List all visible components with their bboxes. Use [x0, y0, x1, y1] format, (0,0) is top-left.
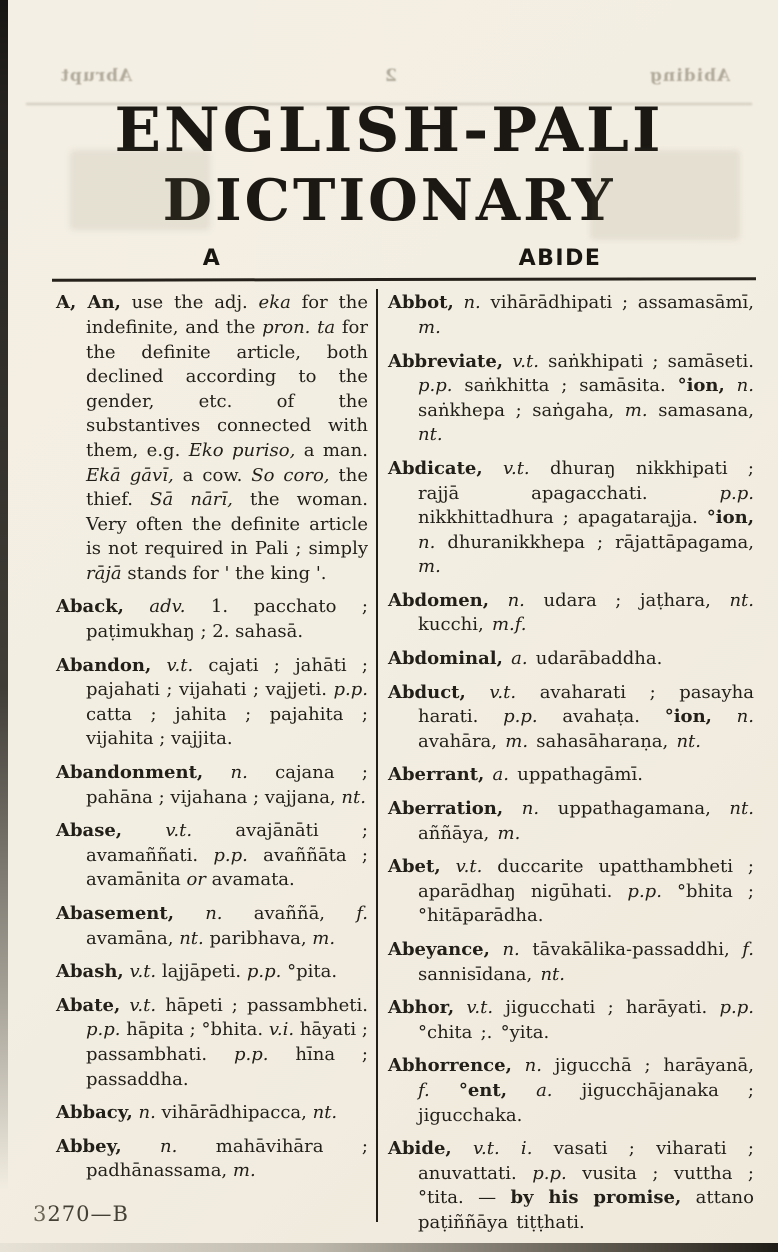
entry-text: avajānāti ; avamaññati. [86, 820, 368, 866]
entry-text: f. [742, 939, 754, 960]
entry-text: °pita. [281, 961, 338, 983]
headword: Aberration, [388, 798, 504, 820]
entry-text: uppathagāmī. [509, 764, 643, 786]
headword: A, An, [56, 292, 121, 314]
entry-text: nt. [341, 786, 366, 808]
bleed-through-word-left: Abrupt [60, 66, 133, 86]
entry-text: n. [160, 1135, 178, 1157]
book-title-line1: ENGLISH-PALI [114, 95, 664, 166]
entry-text: aññāya, [418, 822, 498, 844]
entry-text [120, 995, 129, 1016]
entry-text: v.t. [129, 994, 157, 1016]
entry-aberration [388, 797, 754, 846]
entry-text: m. [312, 927, 336, 949]
entry-text: p.p. [333, 679, 368, 701]
guide-word-left: A [202, 246, 222, 272]
entry-text: v.i. [268, 1019, 295, 1041]
entry-text: p.p. [213, 844, 248, 866]
headword: Abbey, [56, 1135, 122, 1157]
entry-text: nt. [312, 1102, 338, 1124]
entry-text: adv. [149, 596, 186, 618]
headword: Abase, [56, 820, 123, 842]
title-block [0, 0, 778, 235]
entry-text: avahāra, [418, 730, 506, 752]
entry-text: stands for ' the king '. [121, 562, 327, 584]
entry-text [174, 903, 205, 924]
entry-abase [56, 819, 368, 893]
headword: Abhor, [388, 997, 455, 1019]
entry-text: hāpeti ; passambheti. [156, 994, 368, 1016]
entry-abate [56, 994, 368, 1092]
entry-text: p.p. [719, 482, 754, 504]
entry-text: the thief. [86, 464, 368, 511]
bleed-through-rule [26, 103, 752, 105]
entry-text: n. [205, 903, 223, 924]
entry-text: °ion, [706, 507, 754, 529]
entry-text: avahaṭa. [537, 706, 665, 728]
printer-signature-mark: 3270—B [33, 1202, 129, 1226]
entry-text [507, 1080, 536, 1101]
entry-text: saṅkhitta ; samāsita. [452, 375, 678, 397]
entry-text: duccarite upatthambheti ; aparādhaŋ nigūhati. [418, 856, 754, 902]
entry-abdomen [388, 589, 754, 638]
entry-text: a. [511, 648, 528, 670]
entry-text: n. [138, 1102, 156, 1124]
entry-abet [388, 855, 754, 929]
entry-text: jigucchājanaka ; jigucchaka. [418, 1079, 754, 1126]
entry-text: cajati ; jahāti ; pajahati ; vijahati ; vajjeti. [86, 654, 368, 701]
entry-text: avamāna, [86, 927, 180, 949]
entry-text [203, 762, 230, 783]
entry-text: v.t. i. [472, 1138, 533, 1160]
entry-text: a. [536, 1079, 553, 1101]
entry-text: Eko puriso, [188, 439, 296, 461]
entry-abeyance [388, 938, 754, 987]
entry-text: m. [418, 316, 441, 338]
entry-text: attano paṭiññāya tiṭṭhati. [418, 1187, 754, 1233]
entry-text: v.t. [166, 654, 194, 676]
entry-text [483, 458, 503, 479]
right-column [388, 291, 754, 1244]
entry-text [454, 997, 466, 1018]
entry-text: use the adj. [120, 292, 259, 314]
entry-text: °ent, [458, 1079, 507, 1101]
entry-text: hāpita ; °bhita. [120, 1019, 269, 1041]
entry-text: m. [624, 399, 648, 421]
headword: Abash, [56, 961, 124, 983]
entry-text: v.t. [129, 961, 157, 983]
entry-text: dhuranikkhepa ; rājattāpagama, [435, 531, 754, 553]
bleed-through-page-number: 2 [384, 66, 397, 86]
entry-abide [388, 1137, 754, 1235]
entry-abhorrence [388, 1054, 754, 1128]
entry-text: udara ; jaṭhara, [524, 589, 730, 611]
entry-text: nt. [676, 730, 702, 752]
entry-text: n. [463, 292, 481, 314]
headword: Aberrant, [388, 764, 485, 786]
entry-text: So coro, [251, 464, 330, 486]
entry-text: n. [230, 762, 248, 784]
entry-text: nt. [729, 798, 754, 820]
headword: Abbreviate, [388, 350, 504, 372]
entry-abash [56, 960, 368, 985]
entry-abbreviate [388, 350, 754, 448]
entry-abduct [388, 681, 754, 755]
entry-text: m.f. [491, 614, 527, 636]
entry-text [503, 798, 522, 819]
headword: Abeyance, [388, 939, 490, 960]
headword: Abhorrence, [388, 1055, 512, 1077]
headword: Abet, [388, 856, 441, 878]
headword: Abide, [388, 1138, 452, 1160]
entry-text [122, 1136, 160, 1157]
entry-text: m. [505, 730, 529, 752]
entry-text: n. [736, 706, 754, 728]
headword: Abdominal, [388, 648, 503, 670]
left-column [56, 291, 368, 1193]
entry-text: mahāvihāra ; padhānassama, [86, 1135, 368, 1182]
entry-a-an [56, 291, 368, 586]
entry-text: avaññā, [222, 903, 357, 924]
entry-text: m. [497, 822, 521, 844]
entry-text: p.p. [719, 997, 754, 1019]
entry-text: n. [502, 939, 520, 960]
entry-text: a. [492, 764, 509, 786]
entry-text: lajjāpeti. [156, 961, 247, 983]
entry-text: sannisīdana, [418, 963, 541, 985]
entry-text [122, 820, 165, 841]
entry-text: Sā nārī, [150, 489, 233, 511]
entry-text [489, 590, 508, 611]
entry-text: vihārādhipati ; assamasāmī, [480, 292, 754, 314]
entry-text: v.t. [466, 997, 494, 1019]
entry-text [466, 682, 490, 703]
entry-text: nikkhittadhura ; apagatarajja. [418, 507, 707, 529]
entry-text [503, 351, 512, 372]
entry-text: vusita ; vuttha ; °tita. — [418, 1162, 754, 1209]
entry-text: n. [521, 798, 540, 820]
bleed-through-header [60, 66, 730, 86]
entry-text: rājā [86, 562, 122, 584]
entry-text: dhuraŋ nikkhipati ; rajjā apagacchati. [418, 457, 754, 504]
entry-text: udarābaddha. [527, 648, 663, 670]
entry-text: v.t. [165, 820, 193, 842]
entry-abasement [56, 902, 368, 951]
entry-text: p.p. [532, 1162, 567, 1184]
entry-abandon [56, 654, 368, 752]
column-divider [376, 289, 378, 1222]
dictionary-columns [0, 281, 778, 1244]
entry-text: avaharati ; pasayha harati. [418, 681, 754, 728]
entry-abbot [388, 291, 754, 340]
entry-abbacy [56, 1101, 368, 1126]
entry-text: °ion, [677, 375, 725, 397]
headword: Abandon, [56, 654, 152, 676]
headword: Abate, [56, 994, 121, 1016]
guide-word-right: ABIDE [518, 246, 602, 272]
entry-text: for the definite article, both declined according to the gender, etc. of the substantives connected with them, e.g. [86, 316, 368, 461]
entry-text: samasana, [647, 399, 754, 421]
entry-text: uppathagamana, [539, 798, 730, 820]
entry-abhor [388, 996, 754, 1045]
entry-text [454, 292, 464, 313]
entry-text: n. [736, 375, 754, 397]
entry-text: a man. [295, 439, 368, 461]
entry-text: for the indefinite, and the [86, 292, 368, 338]
entry-text: or [186, 869, 206, 891]
entry-text: kucchi, [418, 614, 492, 636]
entry-text: p.p. [503, 706, 538, 728]
entry-text: m. [418, 556, 441, 578]
entry-text: pron. ta [262, 316, 336, 338]
entry-text: tāvakālika-passaddhi, [519, 939, 743, 960]
entry-text: jigucchati ; harāyati. [493, 997, 720, 1019]
entry-text: a cow. [173, 464, 252, 486]
entry-text: v.t. [502, 457, 530, 479]
bleed-through-word-right: Abiding [648, 66, 730, 86]
entry-text: v.t. [455, 856, 483, 878]
entry-text: saṅkhepa ; saṅgaha, [418, 399, 625, 421]
entry-text: nt. [729, 589, 754, 611]
entry-abbey [56, 1135, 368, 1184]
entry-text: v.t. [512, 350, 539, 372]
entry-text: hāyati ; passambhati. [86, 1019, 368, 1065]
entry-text: p.p. [86, 1019, 121, 1041]
entry-aberrant [388, 763, 754, 788]
entry-abdicate [388, 457, 754, 580]
headword: Aback, [56, 596, 124, 618]
entry-text: p.p. [246, 961, 282, 983]
entry-text: avaññāta ; avamānita [86, 844, 368, 891]
entry-text: f. [418, 1079, 430, 1101]
entry-text: p.p. [233, 1043, 269, 1065]
entry-text [512, 1055, 525, 1076]
entry-text: nt. [179, 927, 204, 949]
entry-text: eka [258, 292, 291, 314]
entry-text: °bhita ; °hitāparādha. [418, 880, 754, 927]
entry-text: v.t. [489, 681, 517, 703]
entry-text [725, 375, 737, 396]
entry-text: avamata. [205, 869, 295, 891]
entry-text [124, 596, 150, 617]
headword: Abbacy, [56, 1102, 133, 1124]
entry-text [151, 655, 166, 676]
entry-text [712, 706, 737, 727]
entry-text [484, 764, 492, 785]
entry-text: nt. [540, 963, 565, 985]
entry-text: n. [418, 531, 436, 553]
entry-text: vihārādhipacca, [155, 1102, 313, 1124]
entry-text: °chita ;. °yita. [418, 1021, 550, 1043]
entry-text [441, 856, 456, 877]
entry-text: the woman. Very often the definite article is not required in Pali ; simply [86, 489, 368, 560]
entry-text: °ion, [664, 706, 712, 728]
headword: Abduct, [388, 681, 466, 703]
guide-word-row [0, 246, 778, 271]
entry-text: saṅkhipati ; samāseti. [538, 350, 754, 372]
entry-text: by his promise, [510, 1187, 682, 1209]
book-title-line2: DICTIONARY [162, 167, 616, 235]
headword: Abdicate, [388, 457, 483, 479]
entry-text: nt. [418, 424, 443, 446]
entry-text: jigucchā ; harāyanā, [541, 1055, 754, 1077]
entry-text: catta ; jahita ; pajahita ; vijahita ; vajjita. [86, 703, 368, 750]
entry-text: paribhava, [203, 927, 313, 949]
entry-text: cajana ; pahāna ; vijahana ; vajjana, [86, 762, 368, 808]
entry-text: m. [232, 1160, 256, 1182]
entry-text: n. [524, 1055, 542, 1077]
entry-text [452, 1138, 473, 1159]
entry-text: sahasāharaṇa, [528, 730, 677, 752]
entry-text [503, 648, 511, 669]
entry-abdominal [388, 647, 754, 672]
entry-text: 1. pacchato ; paṭimukhaŋ ; 2. sahasā. [86, 596, 368, 643]
entry-text [490, 939, 503, 960]
entry-aback [56, 595, 368, 644]
entry-text [430, 1080, 459, 1101]
headword: Abasement, [56, 903, 174, 924]
entry-text: p.p. [627, 880, 662, 902]
entry-text: n. [507, 589, 525, 611]
entry-text: vasati ; viharati ; anuvattati. [418, 1138, 754, 1184]
entry-abandonment [56, 761, 368, 810]
entry-text: Ekā gāvī, [86, 464, 174, 486]
entry-text: p.p. [418, 375, 453, 397]
headword: Abbot, [388, 292, 454, 314]
entry-text: f. [356, 903, 368, 924]
headword: Abandonment, [56, 762, 204, 784]
entry-text: hīna ; passaddha. [86, 1043, 368, 1090]
headword: Abdomen, [388, 589, 489, 611]
